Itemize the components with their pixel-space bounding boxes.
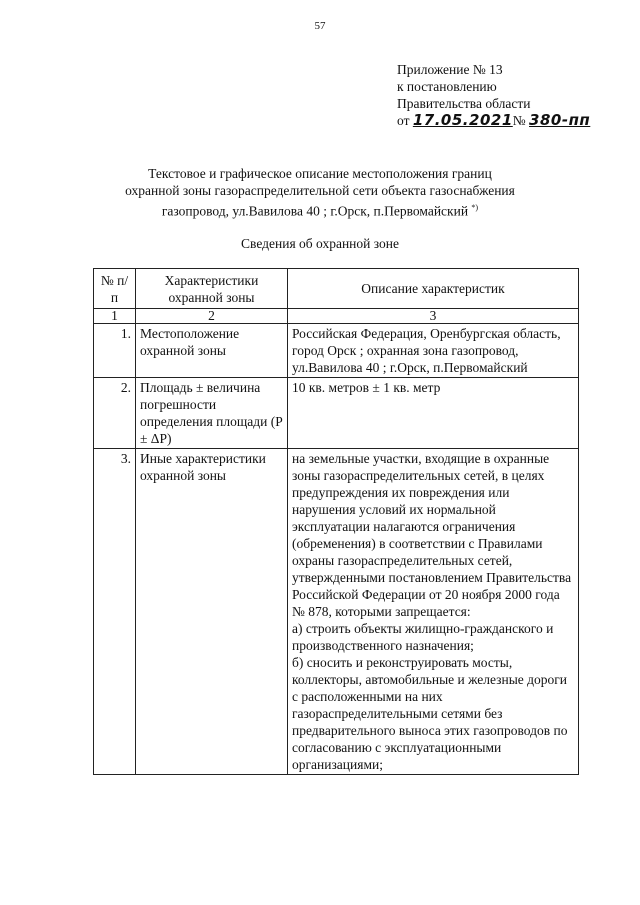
restriction-item: б) сносить и реконструировать мосты, коллекторы, автомобильные и железные дороги с расположенными на них газораспределительными сетями без предварительного выноса этих газопроводов по согласованию с эксплуатационными организациями; [292,655,568,772]
appendix-date-line [397,112,590,129]
title-line1: Текстовое и графическое описание местоположения границ [148,166,492,181]
zone-table [93,268,579,775]
row-desc: Российская Федерация, Оренбургская область, город Орск ; охранная зона газопровод, ул.Вавилова 40 ; г.Орск, п.Первомайский [288,324,579,378]
appendix-line1: Приложение № 13 [397,62,503,77]
table-index-row [94,309,579,324]
footnote-mark: *) [471,203,479,212]
appendix-line3: Правительства области [397,96,531,111]
title-line3 [0,199,640,220]
restriction-item: а) строить объекты жилищно-гражданского и производственного назначения; [292,621,554,653]
row-name: Местоположение охранной зоны [136,324,288,378]
appendix-from-prefix: от [397,113,410,128]
row-num: 3. [94,449,136,775]
row-name: Иные характеристики охранной зоны [136,449,288,775]
page-number: 57 [314,20,326,32]
appendix-block [397,61,590,129]
row-num: 2. [94,378,136,449]
table-row [94,378,579,449]
table-header-row [94,269,579,309]
appendix-line2: к постановлению [397,79,497,94]
appendix-number-prefix: № [512,113,526,128]
title-line2: охранной зоны газораспределительной сети объекта газоснабжения [125,183,515,198]
index-cell: 1 [94,309,136,324]
index-cell: 2 [136,309,288,324]
header-num: № п/п [94,269,136,309]
document-title [0,165,640,220]
section-subtitle: Сведения об охранной зоне [241,236,399,251]
title-line3-text: газопровод, ул.Вавилова 40 ; г.Орск, п.Первомайский [161,203,469,219]
table-row [94,324,579,378]
header-characteristics: Характеристики охранной зоны [136,269,288,309]
index-cell: 3 [288,309,579,324]
header-description: Описание характеристик [288,269,579,309]
row-name: Площадь ± величина погрешности определения площади (Р ± ΔР) [136,378,288,449]
appendix-number: 380-пп [529,111,591,129]
table-row [94,449,579,775]
row-num: 1. [94,324,136,378]
row-desc-cell [288,449,579,775]
row-desc: 10 кв. метров ± 1 кв. метр [288,378,579,449]
appendix-date: 17.05.2021 [412,111,513,129]
row-desc: на земельные участки, входящие в охранные зоны газораспределительных сетей, в целях предупреждения их повреждения или нарушения условий их нормальной эксплуатации налагаются ограничения (обременения) в соответствии с Правилами охраны газораспределительных сетей, утвержденными постановлением Правительства Российской Федерации от 20 ноября 2000 года № 878, которыми запрещается: [292,451,572,619]
